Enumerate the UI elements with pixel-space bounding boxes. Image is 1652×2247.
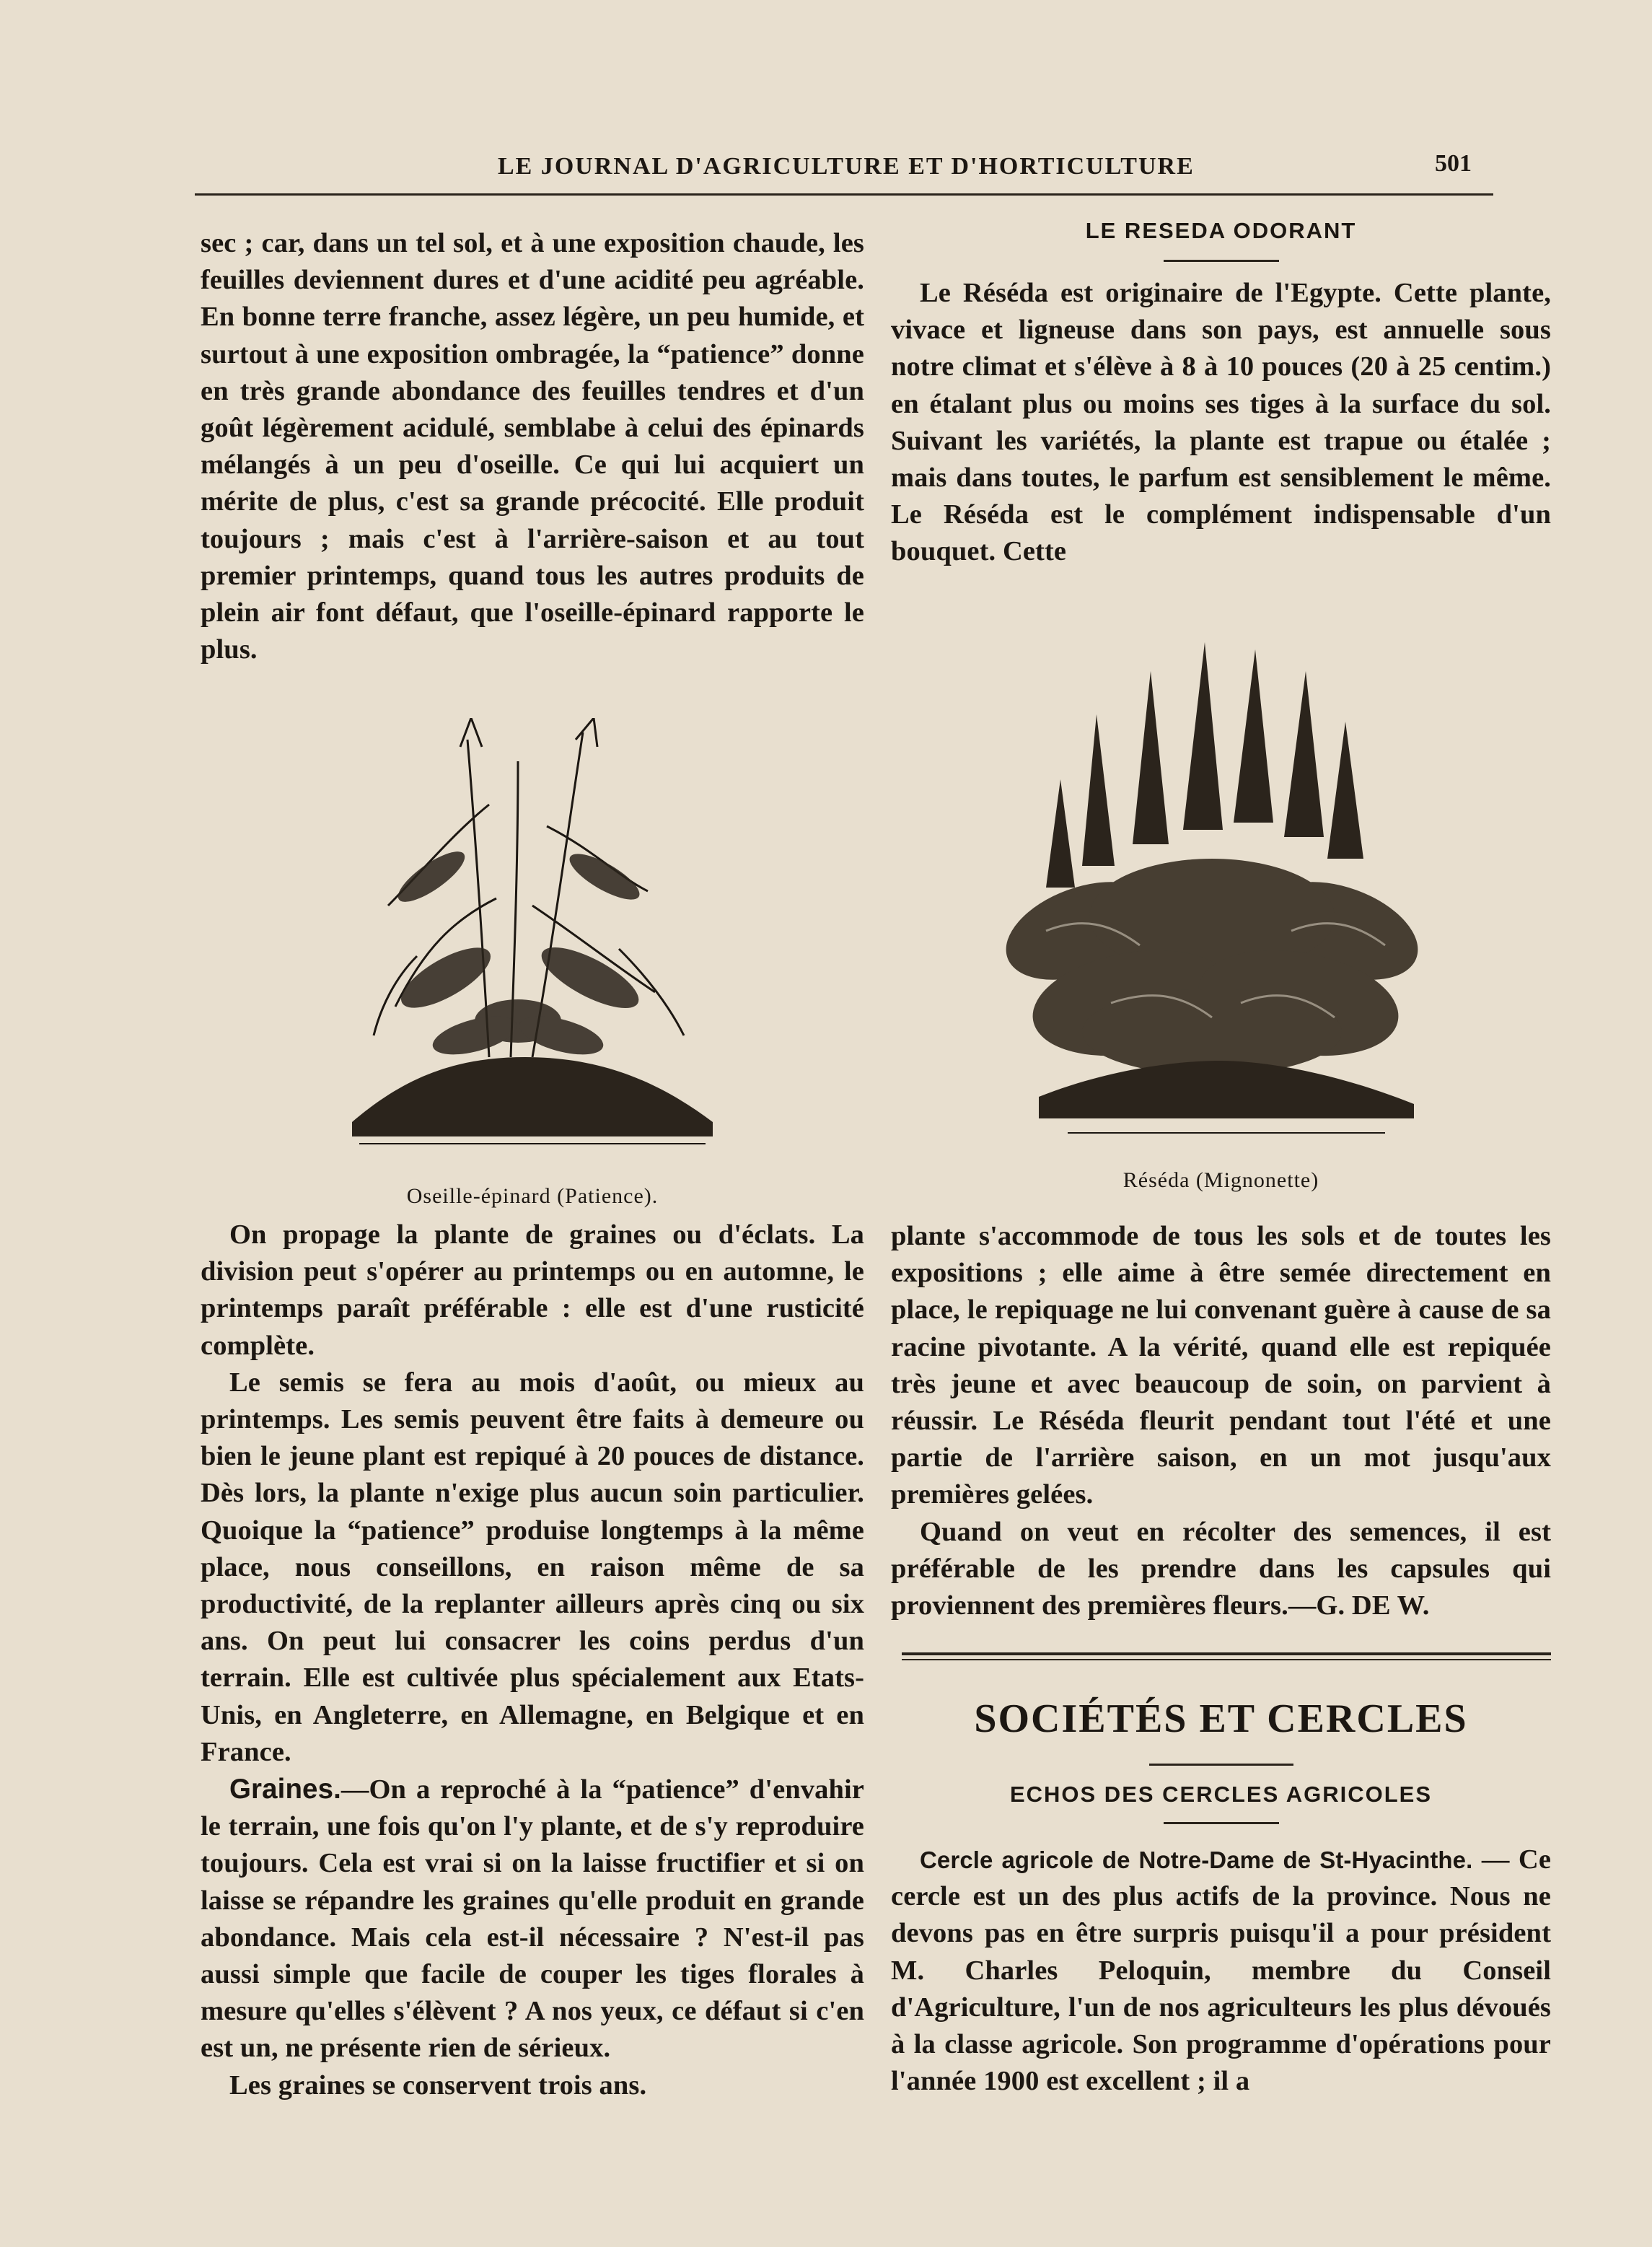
title-rule [1164, 260, 1279, 262]
running-title: LE JOURNAL D'AGRICULTURE ET D'HORTICULTURE [498, 153, 1195, 180]
graines-text: —On a reproché à la “patience” d'envahir le terrain, une fois qu'on l'y plante, et de s'y reproduire toujours. Cela est vrai si on la laisse fructifier et si on laisse se répandre les graines qu'elle produit en grande abondance. Mais cela est-il nécessaire ? N'est-il pas aussi simple que facile de couper les tiges florales à mesure qu'elles s'élèvent ? A nos yeux, ce défaut si c'en est un, ne présente rien de sérieux. [201, 1774, 864, 2064]
cercle-lead: Cercle agricole de Notre-Dame de St-Hyacinthe. [920, 1847, 1473, 1873]
societes-rule [1149, 1764, 1293, 1766]
echos-heading: ECHOS DES CERCLES AGRICOLES [1009, 1782, 1433, 1807]
page-header [195, 150, 1486, 193]
patience-plant-illustration [345, 718, 720, 1151]
societes-section [891, 1696, 1551, 2100]
left-paragraph-2: On propage la plante de graines ou d'éclats. La division peut s'opérer au printemps ou en automne, le printemps paraît préférable : elle est d'une rusticité complète. [201, 1219, 864, 1361]
left-caption-wrap [201, 1178, 864, 1214]
left-column-top [201, 225, 864, 668]
page-number: 501 [1435, 150, 1472, 177]
right-caption-wrap [891, 1162, 1551, 1199]
left-column-bottom [201, 1217, 864, 2104]
left-paragraph-3: Le semis se fera au mois d'août, ou mieux au printemps. Les semis peuvent être faits à demeure ou bien le jeune plant est repiqué à 20 pouces de distance. Dès lors, la plante n'exige plus aucun soin particulier. Quoique la “patience” produise longtemps à la même place, nous conseillons, en raison même de sa productivité, de la replanter ailleurs après cinq ou six ans. On peut lui consacrer les coins perdus d'un terrain. Elle est cultivée plus spécialement aux Etats-Unis, en Angleterre, en Allemagne, en Belgique et en France. [201, 1367, 864, 1767]
left-paragraph-4 [201, 1771, 864, 2067]
header-rule [195, 193, 1493, 196]
section-divider [902, 1652, 1551, 1660]
reseda-plant-illustration [967, 628, 1472, 1147]
right-paragraph-2: plante s'accommode de tous les sols et de toutes les expositions ; elle aime à être semée directement en place, le repiquage ne lui convenant guère à cause de sa racine pivotante. A la vérité, quand elle est repiquée très jeune et avec beaucoup de soin, on parvient à réussir. Le Réséda fleurit pendant tout l'été et une partie de l'arrière saison, en un mot jusqu'aux premières gelées. [891, 1221, 1551, 1510]
echos-rule [1164, 1822, 1279, 1824]
reseda-article-title: LE RESEDA ODORANT [1085, 218, 1357, 243]
right-column-middle [891, 1218, 1551, 1624]
left-paragraph-5: Les graines se conservent trois ans. [229, 2069, 647, 2101]
right-paragraph-4 [891, 1841, 1551, 2100]
right-paragraph-1: Le Réséda est originaire de l'Egypte. Cette plante, vivace et ligneuse dans son pays, est annuelle sous notre climat et s'élève à 8 à 10 pouces (20 à 25 centim.) en étalant plus ou moins ses tiges à la surface du sol. Suivant les variétés, la plante est trapue ou étalée ; mais dans toutes, le parfum est sensiblement le même. Le Réséda est le complément indispensable d'un bouquet. Cette [891, 278, 1551, 567]
double-rule [902, 1652, 1551, 1660]
reseda-caption: Réséda (Mignonette) [1122, 1168, 1319, 1192]
left-paragraph-1: sec ; car, dans un tel sol, et à une exposition chaude, les feuilles deviennent dures et d'une acidité peu agréable. En bonne terre franche, assez légère, un peu humide, et surtout à une exposition ombragée, la “patience” donne en très grande abondance des feuilles tendres et d'un goût légèrement acidulé, semblabe à celui des épinards mélangés à un peu d'oseille. Ce qui lui acquiert un mérite de plus, c'est sa grande précocité. Elle produit toujours ; mais c'est à l'arrière-saison et au tout premier printemps, quand tous les autres produits de plein air font défaut, que l'oseille-épinard rapporte le plus. [201, 228, 864, 665]
right-paragraph-3: Quand on veut en récolter des semences, il est préférable de les prendre dans les capsules qui proviennent des premières fleurs.—G. DE W. [891, 1516, 1551, 1621]
graines-lead: Graines. [229, 1774, 341, 1805]
reseda-figure [967, 628, 1472, 1147]
societes-heading: SOCIÉTÉS ET CERCLES [974, 1696, 1468, 1741]
cercle-text: — Ce cercle est un des plus actifs de la province. Nous ne devons pas en être surpris puisqu'il a pour président M. Charles Peloquin, membre du Conseil d'Agriculture, l'un de nos agriculteurs les plus dévoués à la classe agricole. Son programme d'opérations pour l'année 1900 est excellent ; il a [891, 1844, 1552, 2097]
patience-caption: Oseille-épinard (Patience). [406, 1184, 659, 1208]
right-column-top [891, 218, 1551, 571]
patience-figure [345, 718, 720, 1151]
